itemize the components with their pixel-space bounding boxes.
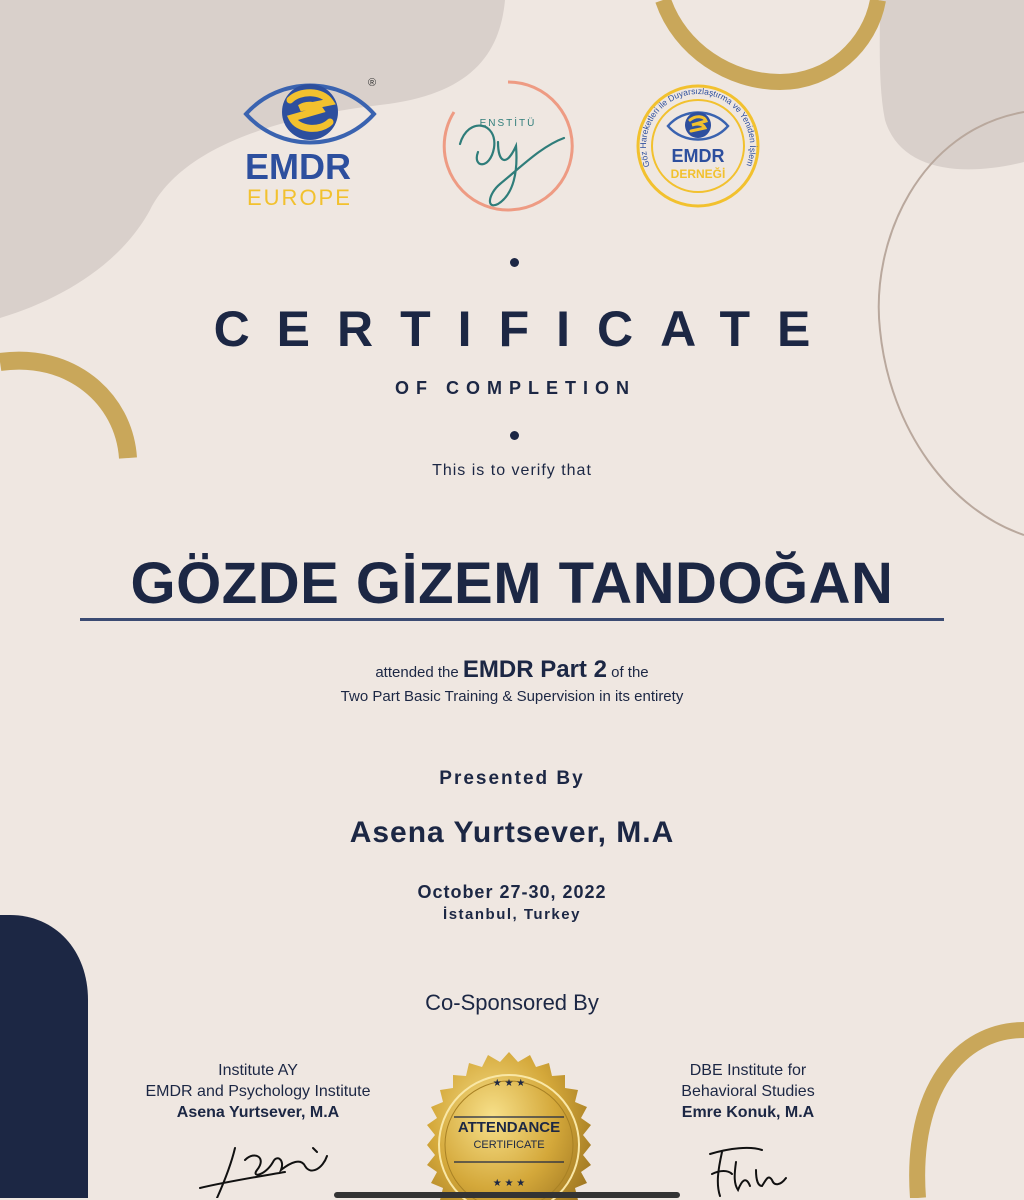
sponsor-right-line1: DBE Institute for (689, 1062, 807, 1079)
left-gold-arc (0, 361, 128, 458)
signature-right (700, 1140, 800, 1198)
horizontal-scrollbar[interactable] (334, 1192, 680, 1198)
divider-dot-top (510, 258, 519, 267)
recipient-underline (80, 618, 944, 621)
emdr-dernegi-line1: EMDR (671, 146, 725, 166)
attendance-seal (414, 1050, 604, 1200)
divider-dot-bottom (510, 431, 519, 440)
sponsor-right-name: Emre Konuk, M.A (681, 1104, 815, 1121)
seal-stars-top: ★ ★ ★ (492, 1078, 526, 1089)
seal-line2: CERTIFICATE (473, 1139, 545, 1151)
certificate-title: CERTIFICATE (213, 301, 838, 357)
presenter-name: Asena Yurtsever, M.A (349, 816, 675, 849)
co-sponsored-label: Co-Sponsored By (425, 990, 599, 1015)
emdr-dernegi-line2: DERNEĞİ (670, 167, 726, 181)
signature-left (195, 1140, 335, 1198)
course-name: EMDR Part 2 (462, 656, 607, 683)
top-gold-arc (663, 0, 878, 82)
event-place: İstanbul, Turkey (443, 906, 581, 923)
sponsor-left (93, 1060, 423, 1123)
enstitu-ay-ring (438, 76, 578, 216)
enstitu-ay-logo (438, 76, 578, 216)
enstitu-label: ENSTİTÜ (479, 118, 537, 129)
attended-line-1 (0, 656, 1024, 684)
sponsor-right-line2: Behavioral Studies (681, 1083, 815, 1100)
sponsor-left-line1: Institute AY (218, 1062, 298, 1079)
emdr-europe-line1: EMDR (245, 146, 351, 187)
recipient-name: GÖZDE GİZEM TANDOĞAN (130, 551, 894, 616)
sponsor-right (583, 1060, 913, 1123)
emdr-dernegi-logo (628, 76, 768, 216)
ring-text: Göz Hareketleri ile Duyarsızlaştırma ve Yeniden İşlem (637, 85, 759, 169)
emdr-eye-icon (240, 72, 380, 152)
bottom-right-gold-arc (917, 1030, 1024, 1198)
bottom-left-navy-block (0, 915, 88, 1198)
sponsor-left-name: Asena Yurtsever, M.A (176, 1104, 340, 1121)
verify-text: This is to verify that (432, 462, 592, 479)
event-date: October 27-30, 2022 (417, 882, 607, 902)
attended-line-2: Two Part Basic Training & Supervision in its entirety (340, 688, 684, 705)
seal-line1: ATTENDANCE (457, 1119, 561, 1136)
attended-suffix: of the (606, 664, 649, 681)
svg-text:®: ® (368, 77, 377, 89)
attended-prefix: attended the (375, 664, 463, 681)
presented-by-label: Presented By (439, 768, 585, 789)
emdr-europe-logo (240, 72, 380, 212)
emdr-europe-line2: EUROPE (247, 185, 352, 210)
sponsor-left-line2: EMDR and Psychology Institute (145, 1083, 371, 1100)
certificate-subtitle: OF COMPLETION (395, 378, 636, 398)
seal-stars-bottom: ★ ★ ★ (492, 1178, 526, 1189)
